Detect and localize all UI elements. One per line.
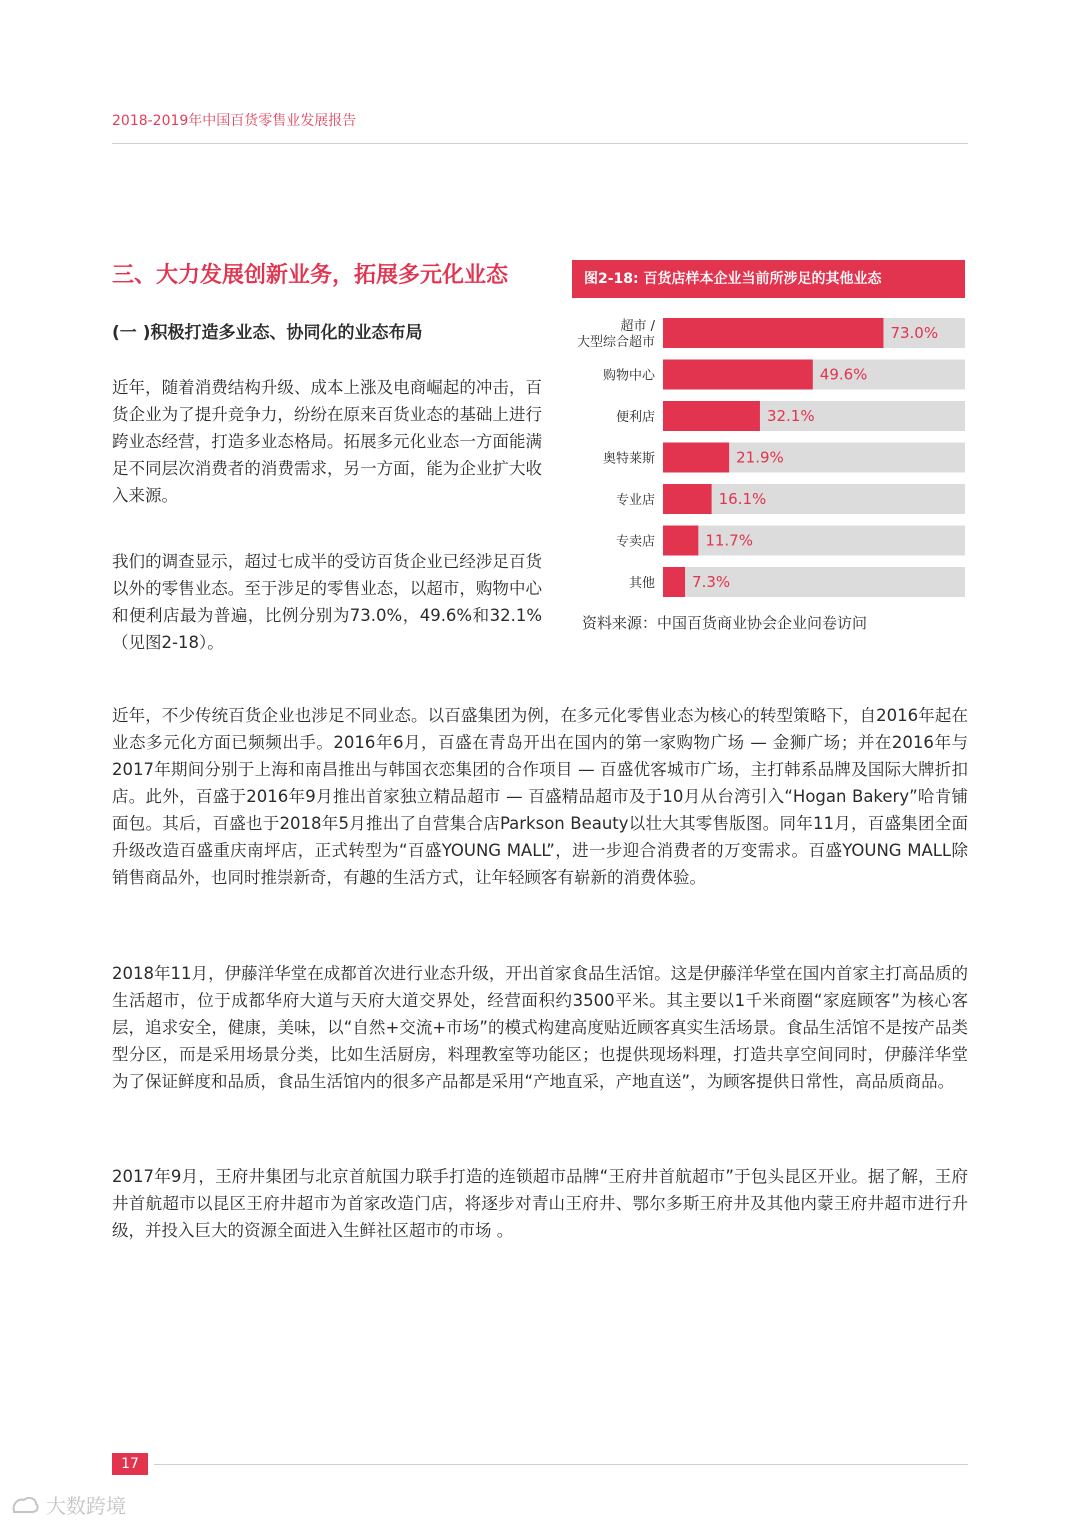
bar-5 bbox=[663, 526, 698, 556]
bar-value-label-6: 7.3% bbox=[692, 573, 731, 591]
category-label-0 bbox=[577, 318, 656, 350]
bar-2 bbox=[663, 401, 760, 431]
category-label-line: 专业店 bbox=[615, 493, 655, 508]
category-label-2 bbox=[616, 409, 655, 425]
bar-value-label-2: 32.1% bbox=[766, 407, 815, 425]
watermark-text: 大数跨境 bbox=[46, 1494, 126, 1518]
category-label-line: 购物中心 bbox=[602, 368, 655, 384]
paragraph-5: 2017年9月，王府井集团与北京首航国力联手打造的连锁超市品牌“王府井首航超市”于包头昆区开业。据了解，王府井首航超市以昆区王府井超市为首家改造门店，将逐步对青山王府井、鄂尔多斯王府井及其他内蒙王府井超市进行升级，并投入巨大的资源全面进入生鲜社区超市的市场 。 bbox=[112, 1167, 968, 1240]
footer-divider bbox=[154, 1464, 968, 1465]
report-header-title: 2018-2019年中国百货零售业发展报告 bbox=[112, 113, 357, 129]
bar-value-label-1: 49.6% bbox=[819, 365, 868, 384]
category-label-line: 便利店 bbox=[615, 410, 655, 425]
paragraph-3: 近年，不少传统百货企业也涉足不同业态。以百盛集团为例，在多元化零售业态为核心的转型策略下，自2016年起在业态多元化方面已频频出手。2016年6月，百盛在青岛开出在国内的第一家购物广场 — 金狮广场；并在2016年与2017年期间分别于上海和南昌推出与韩国衣恋集团的合作项目 — 百盛优客城市广场，主打韩系品牌及国际大牌折扣店。此外，百盛于2016年9月推出首家独立精品超市 — 百盛精品超市及于10月从台湾引入“Hogan Bakery”哈肯铺面包。其后，百盛也于2018年5月推出了自营集合店Parkson Beauty以壮大其零售版图。同年11月，百盛集团全面升级改造百盛重庆南坪店，正式转型为“百盛YOUNG MALL”，进一步迎合消费者的万变需求。百盛YOUNG MALL除销售商品外，也同时推崇新奇，有趣的生活方式，让年轻顾客有崭新的消费体验。 bbox=[112, 706, 968, 887]
category-label-3 bbox=[603, 451, 655, 467]
bar-chart bbox=[560, 308, 970, 600]
category-label-line: 专卖店 bbox=[615, 534, 655, 550]
bar-value-label-4: 16.1% bbox=[718, 490, 767, 508]
category-label-5 bbox=[616, 534, 655, 550]
category-label-line: 奥特莱斯 bbox=[602, 451, 655, 467]
chart-source: 资料来源：中国百货商业协会企业问卷访问 bbox=[582, 614, 868, 632]
bar-value-label-5: 11.7% bbox=[705, 531, 753, 550]
bar-value-label-0: 73.0% bbox=[890, 324, 939, 342]
chart-title: 图2-18: 百货店样本企业当前所涉足的其他业态 bbox=[572, 260, 965, 298]
category-label-6 bbox=[629, 575, 655, 591]
category-label-4 bbox=[616, 492, 655, 508]
category-label-line: 大型综合超市 bbox=[576, 335, 655, 350]
page-number: 17 bbox=[112, 1453, 148, 1475]
category-label-line: 其他 bbox=[628, 576, 655, 591]
bar-value-label-3: 21.9% bbox=[736, 448, 784, 467]
category-label-1 bbox=[603, 368, 656, 384]
bar-1 bbox=[663, 360, 813, 390]
header-divider bbox=[112, 143, 968, 144]
paragraph-2: 我们的调查显示，超过七成半的受访百货企业已经涉足百货以外的零售业态。至于涉足的零售业态，以超市，购物中心和便利店最为普遍，比例分别为73.0%，49.6%和32.1%（见图2-18）。 bbox=[112, 552, 542, 652]
section-title: 三、大力发展创新业务，拓展多元化业态 bbox=[112, 263, 509, 288]
watermark-logo-icon bbox=[10, 1494, 40, 1516]
bar-6 bbox=[663, 567, 685, 597]
paragraph-1: 近年，随着消费结构升级、成本上涨及电商崛起的冲击，百货企业为了提升竞争力，纷纷在原来百货业态的基础上进行跨业态经营，打造多业态格局。拓展多元化业态一方面能满足不同层次消费者的消费需求，另一方面，能为企业扩大收入来源。 bbox=[112, 378, 542, 505]
watermark bbox=[10, 1490, 126, 1519]
bar-4 bbox=[663, 484, 712, 514]
subsection-title: (一 )积极打造多业态、协同化的业态布局 bbox=[112, 323, 423, 343]
bar-0 bbox=[663, 318, 883, 348]
bar-3 bbox=[663, 443, 729, 473]
paragraph-4: 2018年11月，伊藤洋华堂在成都首次进行业态升级，开出首家食品生活馆。这是伊藤洋华堂在国内首家主打高品质的生活超市，位于成都华府大道与天府大道交界处，经营面积约3500平米。其主要以1千米商圈“家庭顾客”为核心客层，追求安全，健康，美味，以“自然+交流+市场”的模式构建高度贴近顾客真实生活场景。食品生活馆不是按产品类型分区，而是采用场景分类，比如生活厨房，料理教室等功能区；也提供现场料理，打造共享空间同时，伊藤洋华堂为了保证鲜度和品质，食品生活馆内的很多产品都是采用“产地直采，产地直送”，为顾客提供日常性，高品质商品。 bbox=[112, 964, 968, 1091]
category-label-line: 超市 / bbox=[620, 319, 655, 334]
